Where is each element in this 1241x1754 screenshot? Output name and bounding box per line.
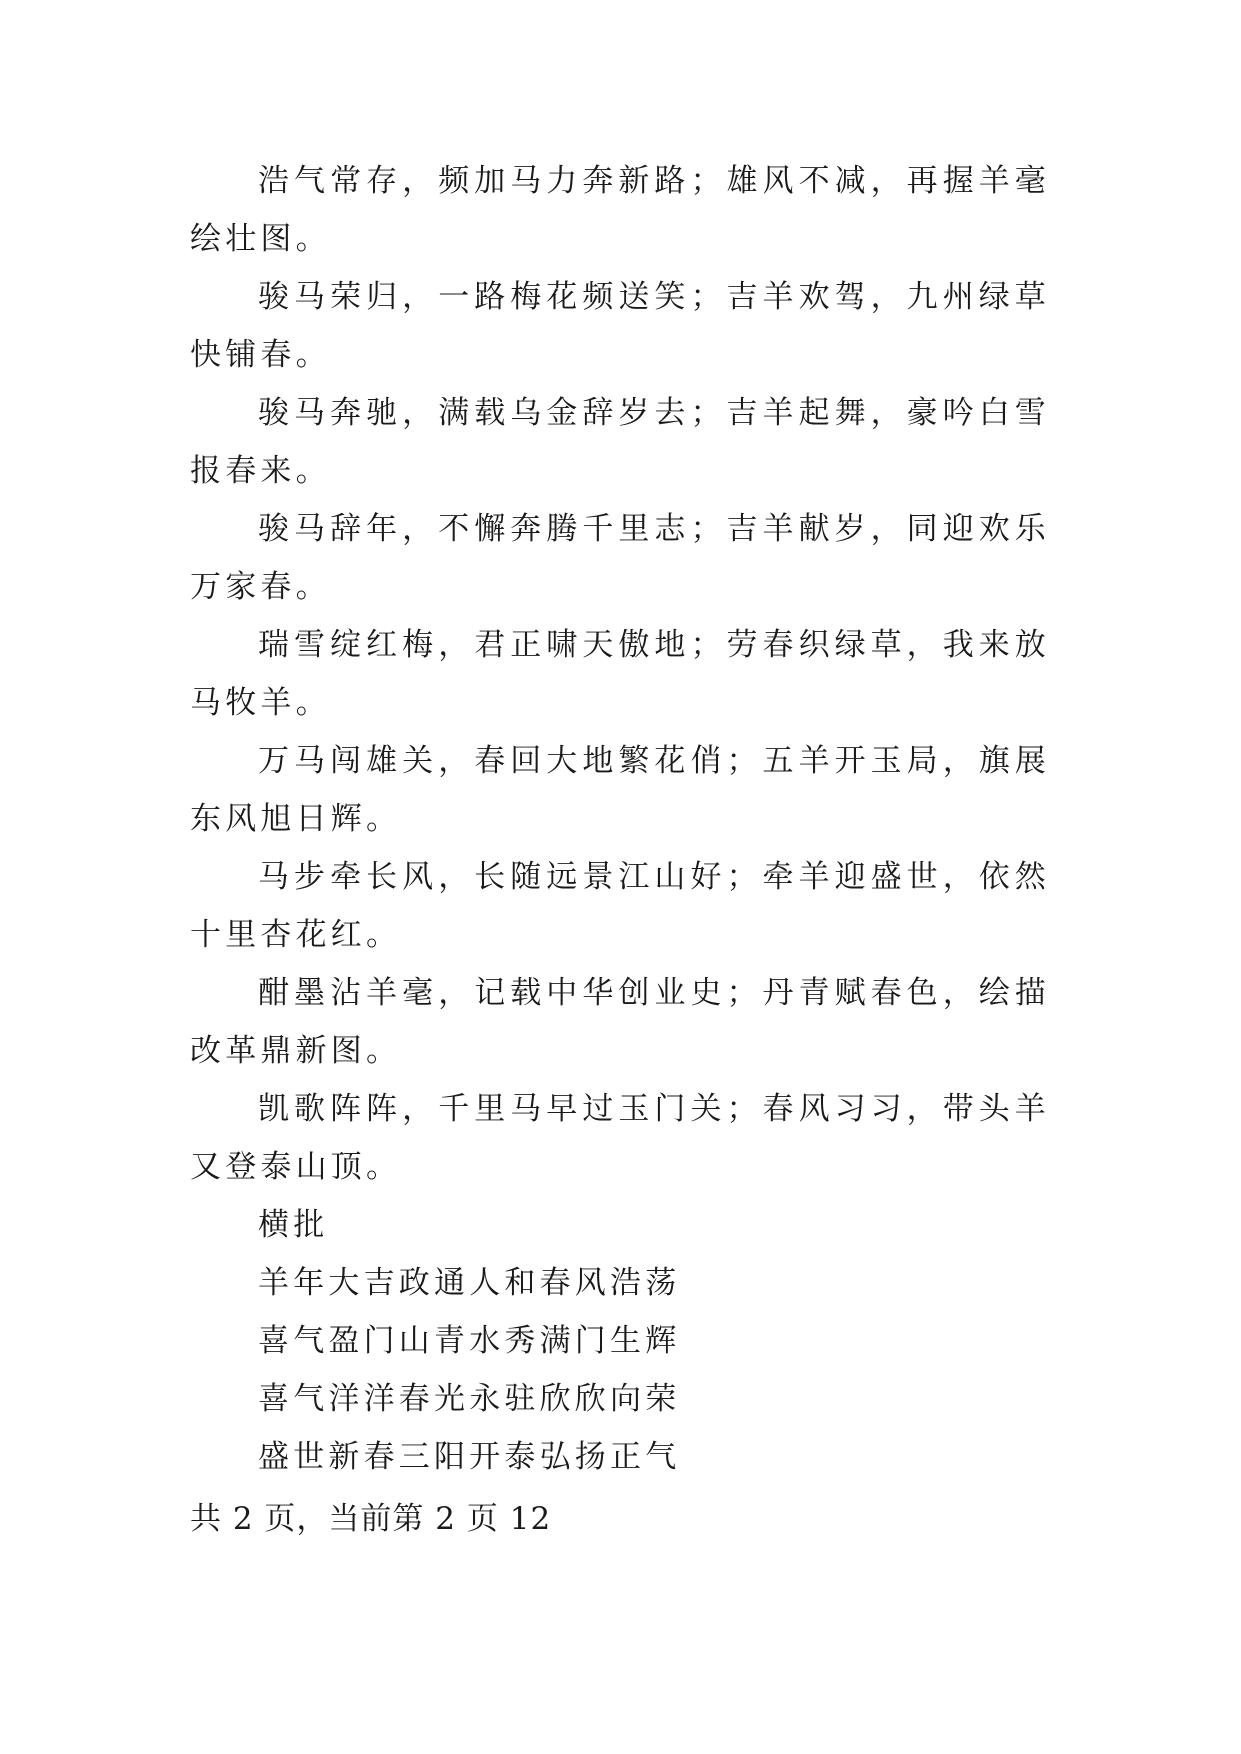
couplet-paragraph-9: 凯歌阵阵，千里马早过玉门关；春风习习，带头羊又登泰山顶。 xyxy=(190,1091,1050,1185)
horizontal-scroll-line-2: 喜气盈门山青水秀满门生辉 xyxy=(258,1323,681,1359)
couplet-paragraph-2: 骏马荣归，一路梅花频送笑；吉羊欢驾，九州绿草快铺春。 xyxy=(190,279,1050,373)
couplet-paragraph-8: 酣墨沾羊毫，记载中华创业史；丹青赋春色，绘描改革鼎新图。 xyxy=(190,975,1050,1069)
document-body xyxy=(190,152,1050,1486)
horizontal-scroll-line-3: 喜气洋洋春光永驻欣欣向荣 xyxy=(258,1381,681,1417)
couplet-paragraph-6: 万马闯雄关，春回大地繁花俏；五羊开玉局，旗展东风旭日辉。 xyxy=(190,743,1050,837)
horizontal-scroll-line-1: 羊年大吉政通人和春风浩荡 xyxy=(258,1265,681,1301)
couplet-paragraph-7: 马步牵长风，长随远景江山好；牵羊迎盛世，依然十里杏花红。 xyxy=(190,859,1050,953)
couplet-paragraph-1: 浩气常存，频加马力奔新路；雄风不减，再握羊毫绘壮图。 xyxy=(190,163,1050,257)
horizontal-scroll-line-4: 盛世新春三阳开泰弘扬正气 xyxy=(258,1439,681,1475)
page-footer: 共 2 页，当前第 2 页 12 xyxy=(190,1501,552,1537)
couplet-paragraph-5: 瑞雪绽红梅，君正啸天傲地；劳春织绿草，我来放马牧羊。 xyxy=(190,627,1050,721)
couplet-paragraph-3: 骏马奔驰，满载乌金辞岁去；吉羊起舞，豪吟白雪报春来。 xyxy=(190,395,1050,489)
couplet-paragraph-4: 骏马辞年，不懈奔腾千里志；吉羊献岁，同迎欢乐万家春。 xyxy=(190,511,1050,605)
horizontal-scroll-heading: 横批 xyxy=(258,1207,329,1243)
